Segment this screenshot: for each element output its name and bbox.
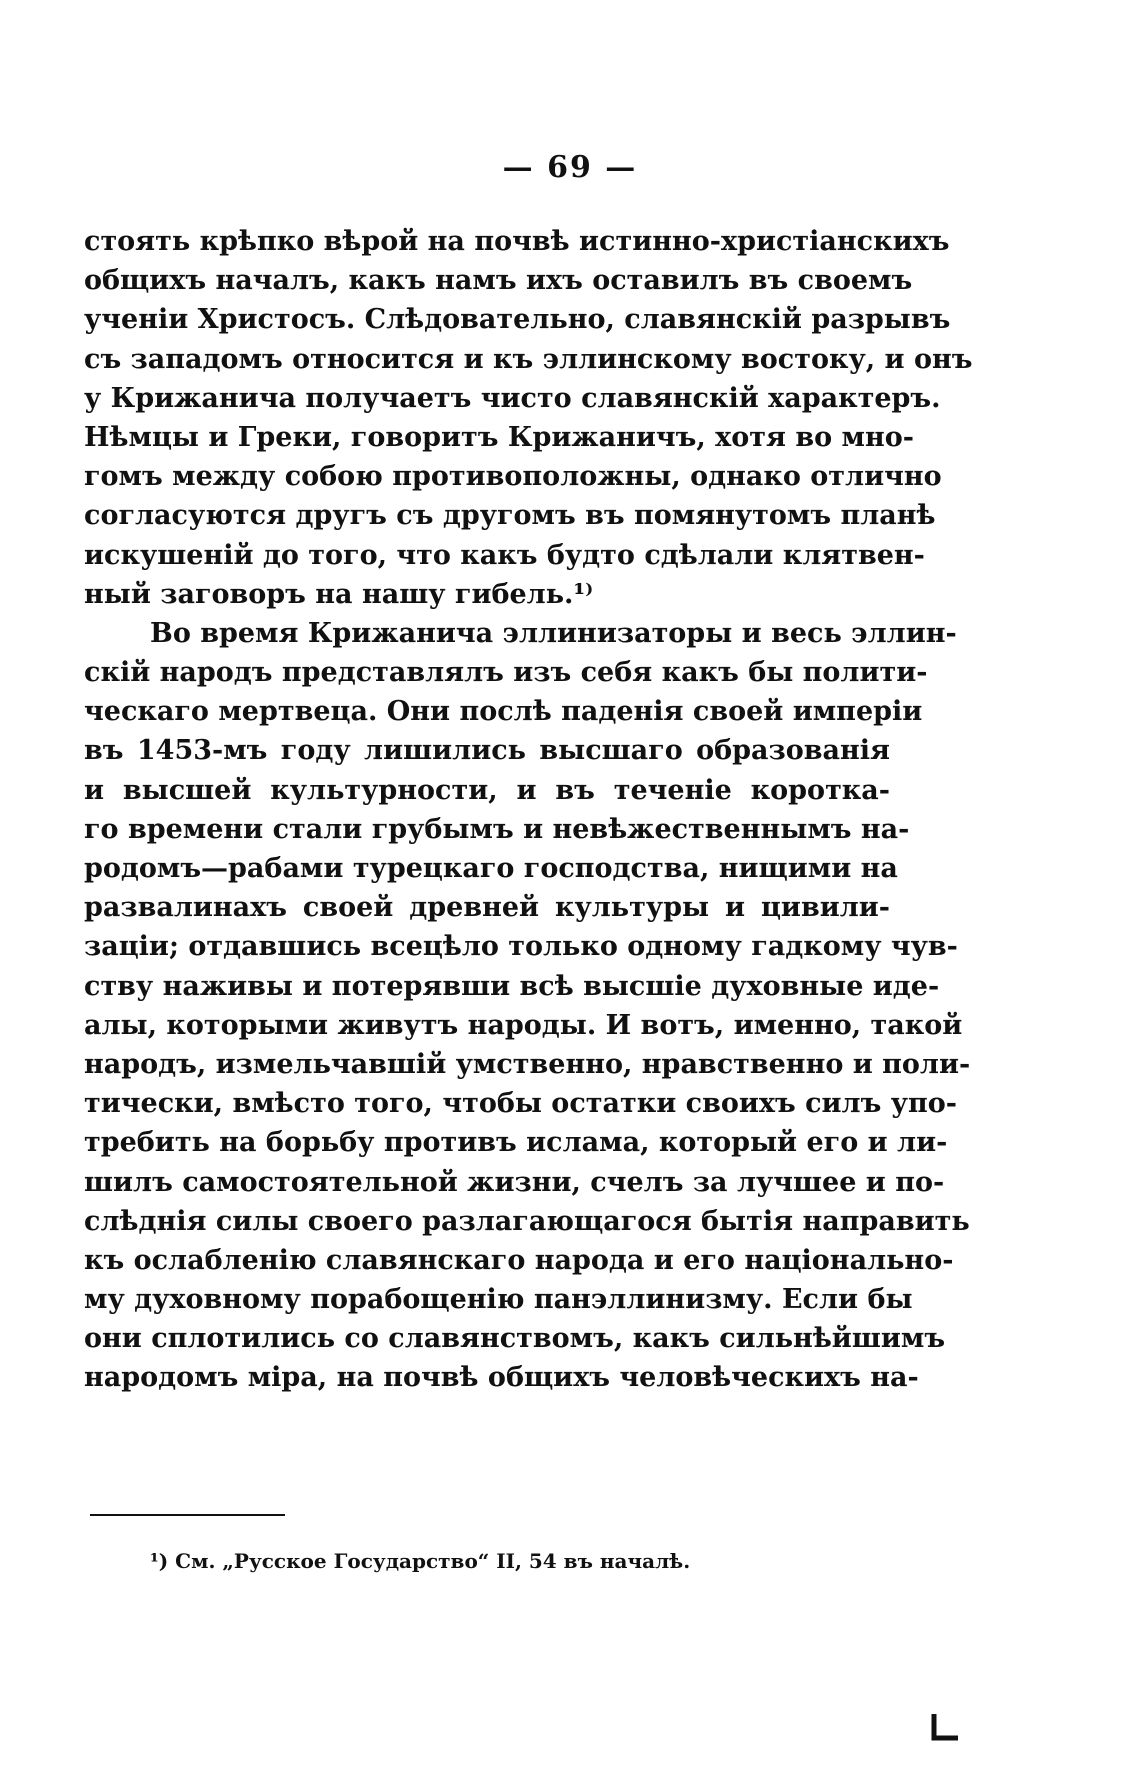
body-text: [84, 222, 973, 1398]
text-line: народомъ міра, на почвѣ общихъ человѣческихъ на-: [84, 1362, 919, 1394]
text-line: го времени стали грубымъ и невѣжественнымъ на-: [84, 813, 910, 845]
footnote: ¹) См. „Русское Государство“ II, 54 въ началѣ.: [150, 1549, 691, 1573]
text-line: алы, которыми живутъ народы. И вотъ, именно, такой: [84, 1009, 963, 1041]
text-line: ный заговоръ на нашу гибель.¹⁾: [84, 578, 594, 610]
text-line: Нѣмцы и Греки, говоритъ Крижаничъ, хотя во мно-: [84, 421, 914, 453]
text-line: въ 1453-мъ году лишились высшаго образованія: [84, 735, 890, 767]
text-line: и высшей культурности, и въ теченіе коротка-: [84, 774, 890, 806]
text-line: развалинахъ своей древней культуры и цивили-: [84, 892, 890, 924]
text-line: согласуются другъ съ другомъ въ помянутомъ планѣ: [84, 500, 936, 532]
text-line: скій народъ представлялъ изъ себя какъ бы полити-: [84, 657, 928, 689]
text-line: искушеній до того, что какъ будто сдѣлали клятвен-: [84, 539, 925, 571]
text-line: слѣднія силы своего разлагающагося бытія направить: [84, 1205, 970, 1237]
text-line: родомъ—рабами турецкаго господства, нищими на: [84, 853, 898, 884]
page-number: — 69 —: [502, 150, 638, 185]
text-line: му духовному порабощенію панэллинизму. Если бы: [84, 1284, 913, 1316]
text-line: народъ, измельчавшій умственно, нравственно и поли-: [84, 1048, 971, 1080]
text-line: гомъ между собою противоположны, однако отлично: [84, 461, 942, 493]
text-line: ученіи Христосъ. Слѣдовательно, славянскій разрывъ: [84, 304, 951, 336]
text-line: съ западомъ относится и къ эллинскому востоку, и онъ: [84, 343, 973, 375]
footnote-divider: [90, 1514, 285, 1516]
text-line: требить на борьбу противъ ислама, который его и ли-: [84, 1127, 948, 1159]
text-line: стоять крѣпко вѣрой на почвѣ истинно-христіанскихъ: [84, 226, 950, 257]
paragraph-start-line: Во время Крижанича эллинизаторы и весь эллин-: [150, 617, 957, 649]
text-line: ческаго мертвеца. Они послѣ паденія своей имперіи: [84, 696, 923, 728]
text-line: у Крижанича получаетъ чисто славянскій характеръ.: [84, 382, 941, 414]
text-line: къ ослабленію славянскаго народа и его національно-: [84, 1244, 954, 1276]
text-line: ству наживы и потерявши всѣ высшіе духовные иде-: [84, 970, 940, 1002]
print-corner-mark: [930, 1712, 960, 1742]
text-line: шилъ самостоятельной жизни, счелъ за лучшее и по-: [84, 1166, 945, 1198]
text-line: тически, вмѣсто того, чтобы остатки своихъ силъ упо-: [84, 1088, 957, 1120]
text-line: они сплотились со славянствомъ, какъ сильнѣйшимъ: [84, 1323, 946, 1355]
text-line: заціи; отдавшись всецѣло только одному гадкому чув-: [84, 931, 958, 963]
text-line: общихъ началъ, какъ намъ ихъ оставилъ въ своемъ: [84, 265, 913, 297]
